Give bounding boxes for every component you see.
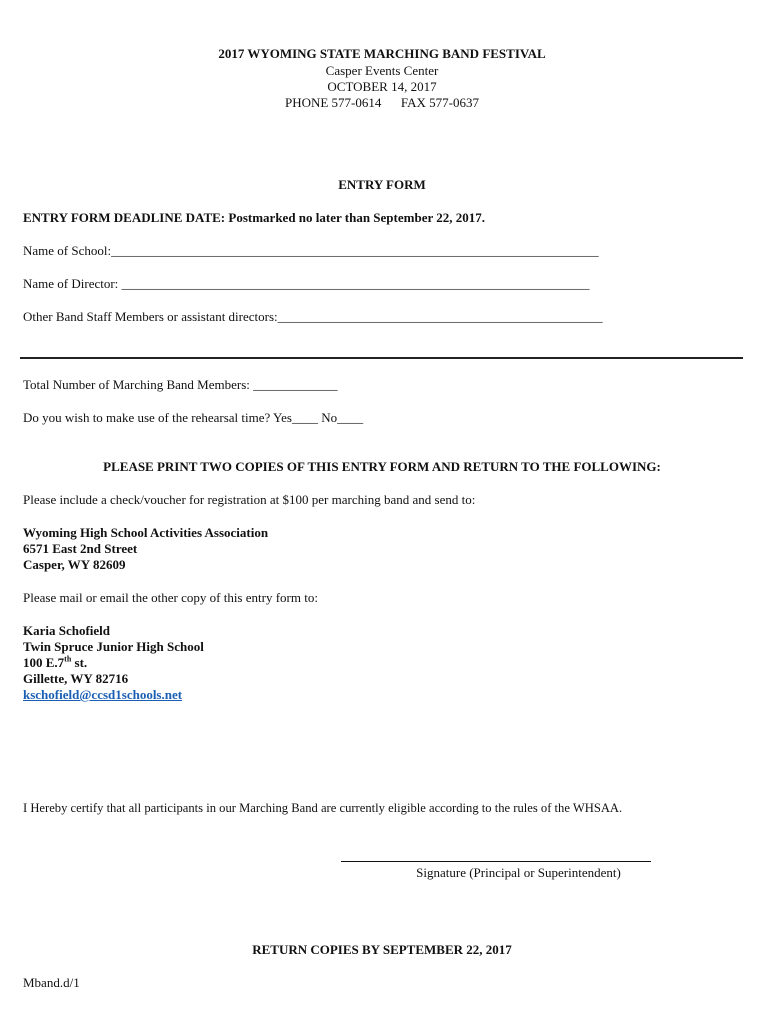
contact-street [23, 655, 87, 671]
certification-statement: I Hereby certify that all participants in our Marching Band are currently eligible according to the rules of the WHSAA. [23, 801, 623, 815]
school-name-field[interactable]: Name of School:___________________________________________________________________________ [23, 243, 599, 258]
director-name-field[interactable]: Name of Director: ________________________________________________________________________ [23, 276, 590, 291]
signature-line[interactable] [341, 861, 651, 862]
rehearsal-question-field[interactable]: Do you wish to make use of the rehearsal time? Yes____ No____ [23, 410, 364, 425]
contact-city: Gillette, WY 82716 [23, 671, 129, 686]
form-code: Mband.d/1 [23, 975, 80, 990]
contact-street-number: 100 E.7 [23, 655, 65, 670]
contact-street-type: st. [71, 655, 88, 670]
contact-school: Twin Spruce Junior High School [23, 639, 204, 654]
check-voucher-note: Please include a check/voucher for registration at $100 per marching band and send to: [23, 492, 476, 507]
contact-name: Karia Schofield [23, 623, 111, 638]
event-date: OCTOBER 14, 2017 [327, 79, 437, 94]
whsaa-name: Wyoming High School Activities Association [23, 525, 269, 540]
member-count-field[interactable]: Total Number of Marching Band Members: _____________ [23, 377, 338, 392]
mail-email-note: Please mail or email the other copy of this entry form to: [23, 590, 318, 605]
whsaa-city: Casper, WY 82609 [23, 557, 126, 572]
whsaa-street: 6571 East 2nd Street [23, 541, 138, 556]
contact-email-row [23, 687, 182, 703]
section-divider [20, 357, 743, 359]
phone-fax: PHONE 577-0614 FAX 577-0637 [284, 95, 480, 110]
contact-street-suffix: th [64, 654, 72, 664]
signature-label: Signature (Principal or Superintendent) [416, 865, 621, 880]
festival-title: 2017 WYOMING STATE MARCHING BAND FESTIVAL [218, 46, 546, 61]
form-heading: ENTRY FORM [338, 177, 426, 192]
print-instructions-heading: PLEASE PRINT TWO COPIES OF THIS ENTRY FORM AND RETURN TO THE FOLLOWING: [103, 459, 661, 474]
deadline-line: ENTRY FORM DEADLINE DATE: Postmarked no later than September 22, 2017. [23, 210, 486, 225]
contact-email-link[interactable]: kschofield@ccsd1schools.net [23, 687, 183, 702]
venue: Casper Events Center [325, 63, 439, 78]
return-copies-note: RETURN COPIES BY SEPTEMBER 22, 2017 [252, 942, 512, 957]
staff-members-field[interactable]: Other Band Staff Members or assistant directors:__________________________________________________ [23, 309, 603, 324]
